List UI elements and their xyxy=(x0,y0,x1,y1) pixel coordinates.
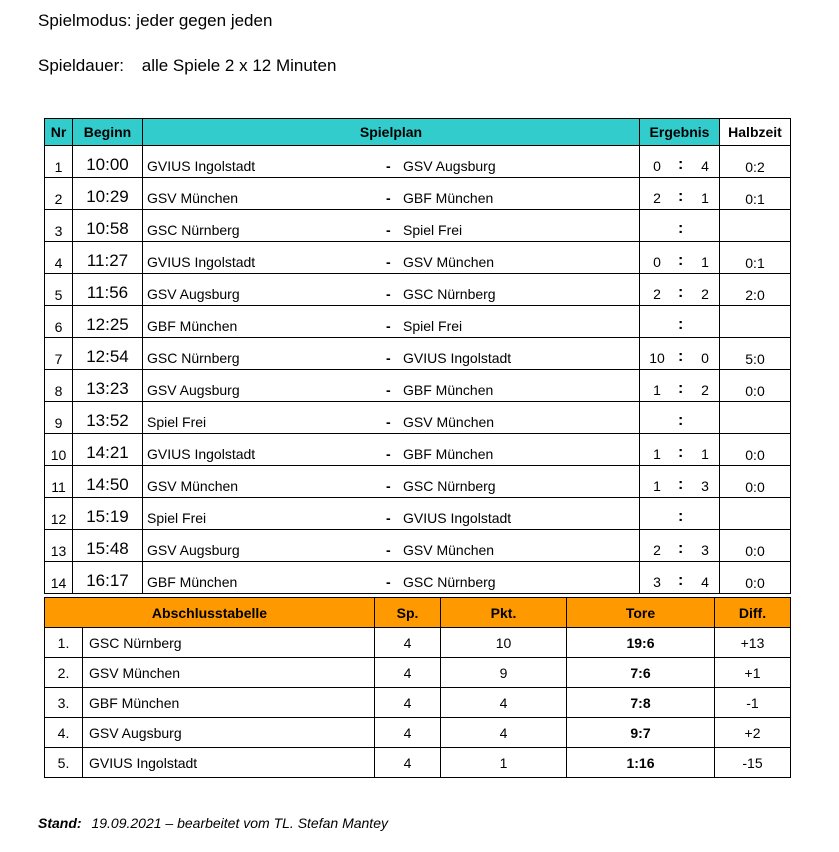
schedule-header-row xyxy=(45,119,791,146)
halftime-score: 0:0 xyxy=(720,370,791,402)
result-colon: : xyxy=(678,156,684,173)
match-pairing xyxy=(143,498,640,530)
match-nr: 7 xyxy=(45,338,73,370)
footer-label: Stand: xyxy=(38,815,82,831)
rank: 2. xyxy=(45,658,83,688)
col-halftime: Halbzeit xyxy=(720,119,791,146)
result-colon: : xyxy=(678,316,684,333)
schedule-row xyxy=(45,402,791,434)
pairing-dash: - xyxy=(386,350,391,366)
col-result: Ergebnis xyxy=(640,119,720,146)
goals: 1:16 xyxy=(567,748,715,778)
result-colon: : xyxy=(678,540,684,557)
pairing-dash: - xyxy=(386,542,391,558)
match-time: 10:00 xyxy=(73,146,143,178)
goals: 7:8 xyxy=(567,688,715,718)
schedule-row xyxy=(45,434,791,466)
away-team: GSC Nürnberg xyxy=(403,286,496,302)
halftime-score xyxy=(720,210,791,242)
home-team: GSV Augsburg xyxy=(147,286,240,302)
away-team: Spiel Frei xyxy=(403,318,463,334)
match-result xyxy=(640,210,720,242)
home-team: GBF München xyxy=(147,574,238,590)
match-pairing xyxy=(143,178,640,210)
rank: 3. xyxy=(45,688,83,718)
schedule-row xyxy=(45,338,791,370)
away-goals: 4 xyxy=(701,158,709,174)
match-nr: 3 xyxy=(45,210,73,242)
match-result xyxy=(640,562,720,594)
schedule-row xyxy=(45,306,791,338)
halftime-score xyxy=(720,402,791,434)
halftime-score: 0:0 xyxy=(720,466,791,498)
match-time: 13:52 xyxy=(73,402,143,434)
standings-row xyxy=(45,718,791,748)
pairing-dash: - xyxy=(386,222,391,238)
pairing-dash: - xyxy=(386,446,391,462)
pairing-dash: - xyxy=(386,254,391,270)
halftime-score: 0:0 xyxy=(720,530,791,562)
goal-difference: +2 xyxy=(715,718,791,748)
standings-row xyxy=(45,688,791,718)
games-played: 4 xyxy=(375,628,441,658)
standings-row xyxy=(45,628,791,658)
team-name: GVIUS Ingolstadt xyxy=(83,748,375,778)
col-nr: Nr xyxy=(45,119,73,146)
away-team: GSV München xyxy=(403,542,495,558)
away-team: GVIUS Ingolstadt xyxy=(403,510,512,526)
match-time: 12:54 xyxy=(73,338,143,370)
match-time: 15:19 xyxy=(73,498,143,530)
result-colon: : xyxy=(678,476,684,493)
home-goals: 0 xyxy=(653,158,661,174)
match-time: 15:48 xyxy=(73,530,143,562)
home-goals: 2 xyxy=(653,542,661,558)
away-goals: 3 xyxy=(701,542,709,558)
match-result xyxy=(640,146,720,178)
games-played: 4 xyxy=(375,718,441,748)
match-pairing xyxy=(143,306,640,338)
team-name: GBF München xyxy=(83,688,375,718)
points: 4 xyxy=(441,718,567,748)
col-sp: Sp. xyxy=(375,598,441,628)
home-goals: 2 xyxy=(653,286,661,302)
away-team: GVIUS Ingolstadt xyxy=(403,350,512,366)
schedule-row xyxy=(45,210,791,242)
match-pairing xyxy=(143,274,640,306)
match-time: 14:21 xyxy=(73,434,143,466)
home-team: GBF München xyxy=(147,318,238,334)
match-time: 16:17 xyxy=(73,562,143,594)
schedule-row xyxy=(45,562,791,594)
away-team: GSC Nürnberg xyxy=(403,478,496,494)
game-duration-line xyxy=(38,56,336,76)
result-colon: : xyxy=(678,508,684,525)
result-colon: : xyxy=(678,380,684,397)
pairing-dash: - xyxy=(386,574,391,590)
pairing-dash: - xyxy=(386,190,391,206)
home-goals: 1 xyxy=(653,446,661,462)
match-nr: 1 xyxy=(45,146,73,178)
pairing-dash: - xyxy=(386,382,391,398)
match-result xyxy=(640,370,720,402)
halftime-score: 0:0 xyxy=(720,562,791,594)
match-nr: 5 xyxy=(45,274,73,306)
pairing-dash: - xyxy=(386,478,391,494)
col-plan: Spielplan xyxy=(143,119,640,146)
col-pkt: Pkt. xyxy=(441,598,567,628)
match-result xyxy=(640,338,720,370)
goal-difference: +13 xyxy=(715,628,791,658)
match-nr: 9 xyxy=(45,402,73,434)
match-result xyxy=(640,530,720,562)
result-colon: : xyxy=(678,284,684,301)
halftime-score: 0:2 xyxy=(720,146,791,178)
team-name: GSC Nürnberg xyxy=(83,628,375,658)
match-nr: 6 xyxy=(45,306,73,338)
schedule-row xyxy=(45,370,791,402)
away-goals: 1 xyxy=(701,446,709,462)
points: 4 xyxy=(441,688,567,718)
away-goals: 3 xyxy=(701,478,709,494)
schedule-row xyxy=(45,178,791,210)
halftime-score: 0:1 xyxy=(720,242,791,274)
home-team: Spiel Frei xyxy=(147,510,207,526)
goal-difference: -15 xyxy=(715,748,791,778)
schedule-row xyxy=(45,498,791,530)
match-nr: 10 xyxy=(45,434,73,466)
col-tore: Tore xyxy=(567,598,715,628)
match-pairing xyxy=(143,210,640,242)
home-team: GSV München xyxy=(147,190,239,206)
home-team: GSV Augsburg xyxy=(147,542,240,558)
home-team: Spiel Frei xyxy=(147,414,207,430)
standings-row xyxy=(45,748,791,778)
match-pairing xyxy=(143,434,640,466)
col-standings-title: Abschlusstabelle xyxy=(45,598,375,628)
match-result xyxy=(640,178,720,210)
match-result xyxy=(640,402,720,434)
points: 1 xyxy=(441,748,567,778)
goals: 19:6 xyxy=(567,628,715,658)
match-nr: 14 xyxy=(45,562,73,594)
match-nr: 13 xyxy=(45,530,73,562)
halftime-score: 0:0 xyxy=(720,434,791,466)
halftime-score: 0:1 xyxy=(720,178,791,210)
rank: 4. xyxy=(45,718,83,748)
result-colon: : xyxy=(678,220,684,237)
away-team: GBF München xyxy=(403,446,494,462)
result-colon: : xyxy=(678,444,684,461)
home-team: GSC Nürnberg xyxy=(147,222,240,238)
schedule-row xyxy=(45,466,791,498)
standings-header-row xyxy=(45,598,791,628)
home-goals: 10 xyxy=(649,350,665,366)
team-name: GSV Augsburg xyxy=(83,718,375,748)
halftime-score: 5:0 xyxy=(720,338,791,370)
away-team: GSV Augsburg xyxy=(403,158,496,174)
schedule-table xyxy=(44,118,791,594)
home-goals: 2 xyxy=(653,190,661,206)
col-diff: Diff. xyxy=(715,598,791,628)
schedule-row xyxy=(45,530,791,562)
pairing-dash: - xyxy=(386,414,391,430)
away-team: GBF München xyxy=(403,190,494,206)
match-pairing xyxy=(143,338,640,370)
games-played: 4 xyxy=(375,658,441,688)
goal-difference: +1 xyxy=(715,658,791,688)
match-nr: 2 xyxy=(45,178,73,210)
match-time: 12:25 xyxy=(73,306,143,338)
home-team: GVIUS Ingolstadt xyxy=(147,446,256,462)
team-name: GSV München xyxy=(83,658,375,688)
footer-stand xyxy=(38,815,388,831)
away-team: GSV München xyxy=(403,254,495,270)
match-pairing xyxy=(143,466,640,498)
home-team: GSV Augsburg xyxy=(147,382,240,398)
away-goals: 0 xyxy=(701,350,709,366)
goal-difference: -1 xyxy=(715,688,791,718)
match-time: 13:23 xyxy=(73,370,143,402)
rank: 1. xyxy=(45,628,83,658)
col-begin: Beginn xyxy=(73,119,143,146)
result-colon: : xyxy=(678,412,684,429)
match-result xyxy=(640,466,720,498)
game-mode-label: Spielmodus: xyxy=(38,11,132,30)
match-result xyxy=(640,498,720,530)
pairing-dash: - xyxy=(386,510,391,526)
match-result xyxy=(640,274,720,306)
points: 9 xyxy=(441,658,567,688)
match-result xyxy=(640,242,720,274)
match-pairing xyxy=(143,530,640,562)
match-nr: 11 xyxy=(45,466,73,498)
rank: 5. xyxy=(45,748,83,778)
away-team: GBF München xyxy=(403,382,494,398)
games-played: 4 xyxy=(375,748,441,778)
goals: 9:7 xyxy=(567,718,715,748)
standings-row xyxy=(45,658,791,688)
match-result xyxy=(640,434,720,466)
result-colon: : xyxy=(678,252,684,269)
away-goals: 1 xyxy=(701,190,709,206)
result-colon: : xyxy=(678,572,684,589)
home-goals: 3 xyxy=(653,574,661,590)
schedule-row xyxy=(45,146,791,178)
match-result xyxy=(640,306,720,338)
match-nr: 12 xyxy=(45,498,73,530)
away-goals: 2 xyxy=(701,382,709,398)
home-team: GSV München xyxy=(147,478,239,494)
result-colon: : xyxy=(678,348,684,365)
away-team: GSC Nürnberg xyxy=(403,574,496,590)
halftime-score: 2:0 xyxy=(720,274,791,306)
points: 10 xyxy=(441,628,567,658)
standings-table xyxy=(44,597,791,778)
away-goals: 1 xyxy=(701,254,709,270)
match-time: 11:56 xyxy=(73,274,143,306)
match-time: 14:50 xyxy=(73,466,143,498)
match-time: 11:27 xyxy=(73,242,143,274)
match-pairing xyxy=(143,146,640,178)
match-pairing xyxy=(143,402,640,434)
pairing-dash: - xyxy=(386,286,391,302)
halftime-score xyxy=(720,498,791,530)
games-played: 4 xyxy=(375,688,441,718)
home-goals: 1 xyxy=(653,382,661,398)
match-pairing xyxy=(143,562,640,594)
match-time: 10:58 xyxy=(73,210,143,242)
match-nr: 8 xyxy=(45,370,73,402)
game-duration-value: alle Spiele 2 x 12 Minuten xyxy=(141,56,337,75)
halftime-score xyxy=(720,306,791,338)
home-goals: 1 xyxy=(653,478,661,494)
game-mode-value: jeder gegen jeden xyxy=(136,11,273,30)
game-mode-line xyxy=(38,11,272,31)
home-team: GSC Nürnberg xyxy=(147,350,240,366)
footer-text: 19.09.2021 – bearbeitet vom TL. Stefan Mantey xyxy=(91,815,388,831)
match-time: 10:29 xyxy=(73,178,143,210)
schedule-row xyxy=(45,274,791,306)
away-goals: 4 xyxy=(701,574,709,590)
match-pairing xyxy=(143,370,640,402)
home-team: GVIUS Ingolstadt xyxy=(147,158,256,174)
game-duration-label: Spieldauer: xyxy=(38,56,125,75)
pairing-dash: - xyxy=(386,318,391,334)
away-goals: 2 xyxy=(701,286,709,302)
away-team: Spiel Frei xyxy=(403,222,463,238)
away-team: GSV München xyxy=(403,414,495,430)
home-team: GVIUS Ingolstadt xyxy=(147,254,256,270)
pairing-dash: - xyxy=(386,158,391,174)
result-colon: : xyxy=(678,188,684,205)
goals: 7:6 xyxy=(567,658,715,688)
match-pairing xyxy=(143,242,640,274)
match-nr: 4 xyxy=(45,242,73,274)
home-goals: 0 xyxy=(653,254,661,270)
schedule-row xyxy=(45,242,791,274)
